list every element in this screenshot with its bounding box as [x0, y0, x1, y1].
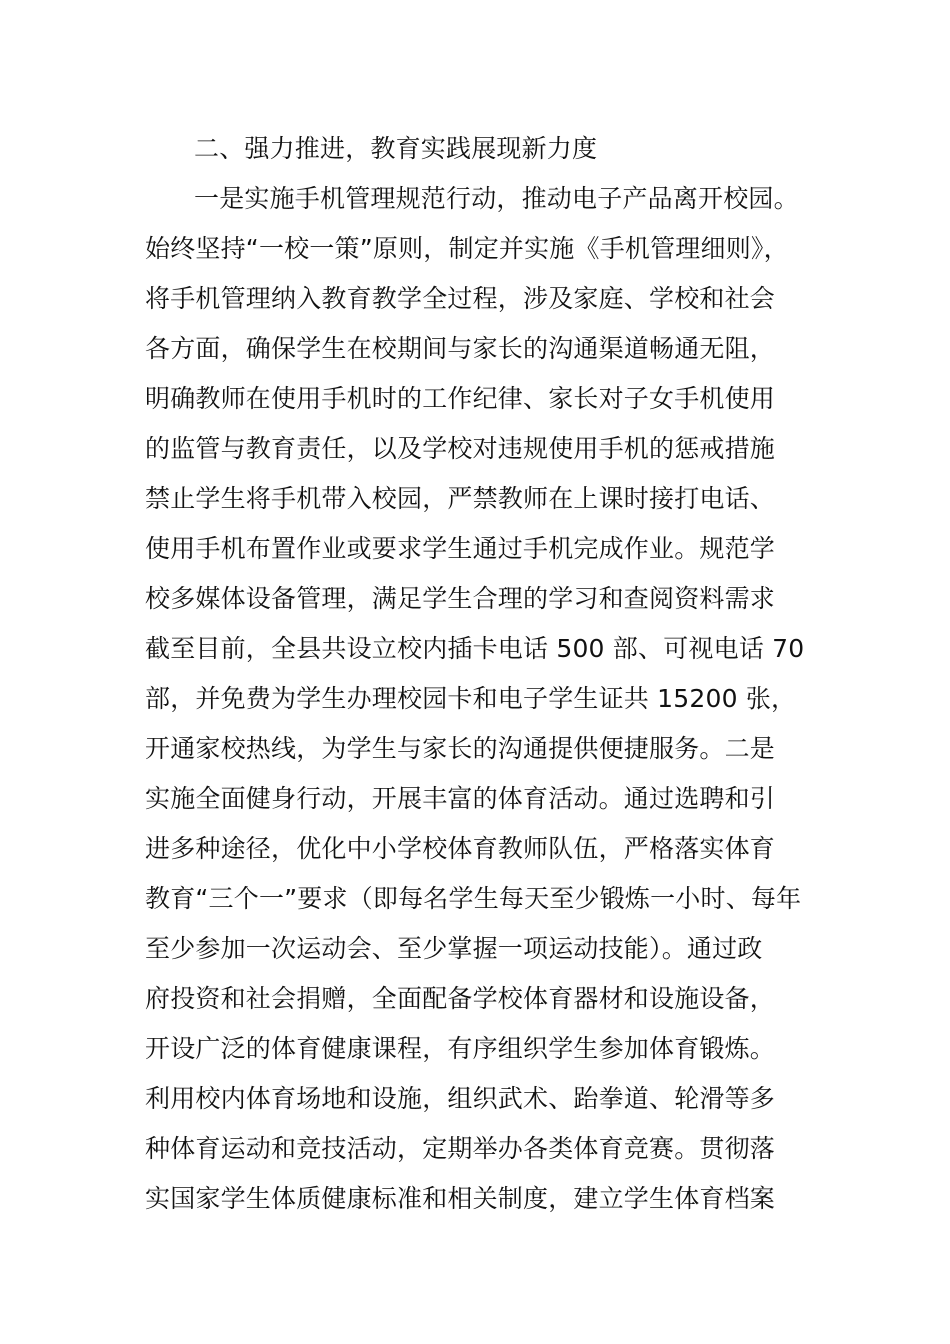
paragraph-line: 的监管与教育责任，以及学校对违规使用手机的惩戒措施: [145, 434, 776, 463]
paragraph-line: 各方面，确保学生在校期间与家长的沟通渠道畅通无阻，: [145, 334, 776, 363]
paragraph-line: 利用校内体育场地和设施，组织武术、跆拳道、轮滑等多: [145, 1084, 776, 1113]
paragraph-line: 部，并免费为学生办理校园卡和电子学生证共 15200 张，: [145, 684, 797, 713]
paragraph-line: 开通家校热线，为学生与家长的沟通提供便捷服务。二是: [145, 734, 776, 763]
paragraph-line: 实国家学生体质健康标准和相关制度，建立学生体育档案: [145, 1184, 776, 1213]
paragraph-line: 实施全面健身行动，开展丰富的体育活动。通过选聘和引: [145, 784, 776, 813]
paragraph-line: 校多媒体设备管理，满足学生合理的学习和查阅资料需求: [145, 584, 776, 613]
paragraph-line: 截至目前，全县共设立校内插卡电话 500 部、可视电话 70: [145, 634, 805, 663]
section-heading: 二、强力推进，教育实践展现新力度: [194, 134, 598, 163]
paragraph-line: 禁止学生将手机带入校园，严禁教师在上课时接打电话、: [145, 484, 776, 513]
paragraph-line: 教育“三个一”要求（即每名学生每天至少锻炼一小时、每年: [145, 884, 802, 913]
paragraph-line: 开设广泛的体育健康课程，有序组织学生参加体育锻炼。: [145, 1034, 776, 1063]
paragraph-line: 进多种途径，优化中小学校体育教师队伍，严格落实体育: [145, 834, 776, 863]
paragraph-line: 始终坚持“一校一策”原则，制定并实施《手机管理细则》，: [145, 234, 789, 263]
paragraph-line: 府投资和社会捐赠，全面配备学校体育器材和设施设备，: [145, 984, 776, 1013]
paragraph-line: 一是实施手机管理规范行动，推动电子产品离开校园。: [194, 184, 799, 213]
paragraph-line: 明确教师在使用手机时的工作纪律、家长对子女手机使用: [145, 384, 776, 413]
paragraph-line: 使用手机布置作业或要求学生通过手机完成作业。规范学: [145, 534, 776, 563]
paragraph-line: 种体育运动和竞技活动，定期举办各类体育竞赛。贯彻落: [145, 1134, 776, 1163]
paragraph-line: 将手机管理纳入教育教学全过程，涉及家庭、学校和社会: [145, 284, 776, 313]
paragraph-line: 至少参加一次运动会、至少掌握一项运动技能）。通过政: [145, 934, 763, 963]
